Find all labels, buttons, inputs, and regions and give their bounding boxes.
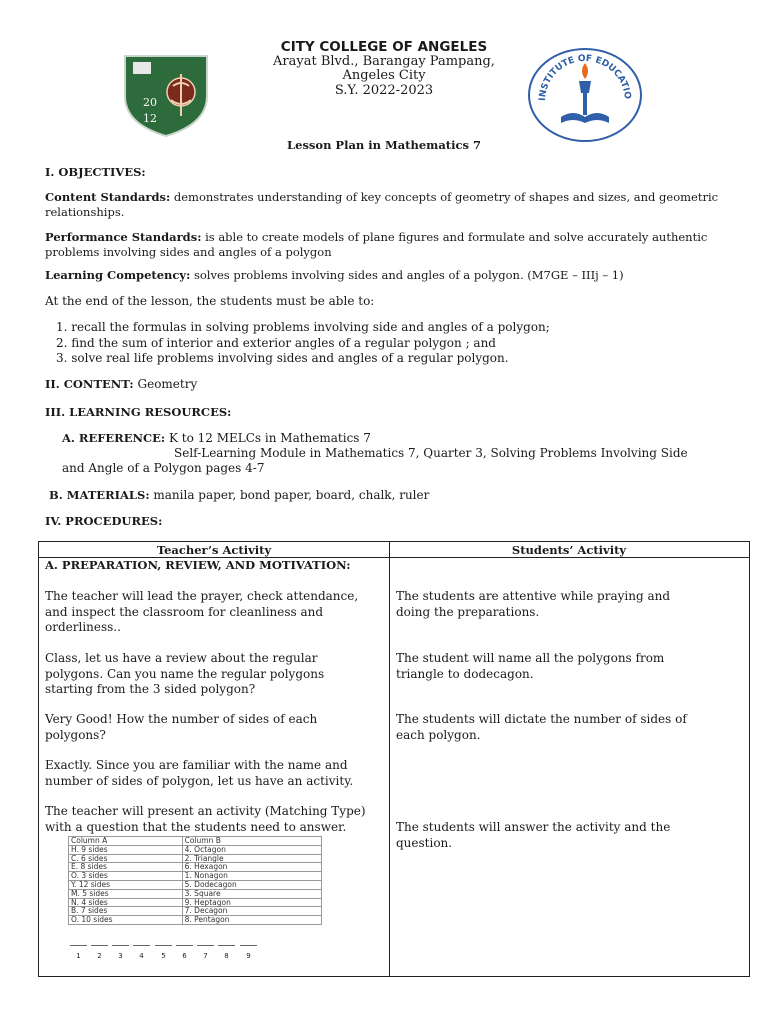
learning-competency-text: solves problems involving sides and angles of a polygon. (M7GE – IIIj – 1) — [190, 268, 624, 282]
answer-number: 6 — [182, 952, 187, 960]
learning-competency-label: Learning Competency: — [45, 268, 191, 282]
materials-value: manila paper, bond paper, board, chalk, ruler — [149, 488, 430, 502]
procedures-heading: IV. PROCEDURES: — [45, 514, 163, 528]
performance-standards — [45, 230, 745, 259]
matching-cell: 4. Octagon — [182, 845, 321, 854]
answer-number: 9 — [246, 952, 251, 960]
answer-slot — [240, 945, 257, 960]
answer-slot — [218, 945, 235, 960]
matching-header-b: Column B — [182, 837, 321, 846]
student-activity: The students will answer the activity and the question. — [396, 820, 671, 850]
matching-cell: 6. Hexagon — [182, 863, 321, 872]
logo-year-bottom: 12 — [143, 112, 157, 125]
answer-number: 3 — [118, 952, 123, 960]
institute-name-arc: INSTITUTE OF EDUCATIO — [537, 53, 633, 102]
matching-cell: 1. Nonagon — [182, 872, 321, 881]
answer-slot — [197, 945, 214, 960]
student-activity: The students are attentive while praying and doing the preparations. — [396, 589, 671, 619]
matching-cell: 2. Triangle — [182, 854, 321, 863]
materials — [49, 488, 429, 502]
matching-cell: C. 6 sides — [69, 854, 183, 863]
logo-year-top: 20 — [143, 96, 157, 109]
teacher-activity: Exactly. Since you are familiar with the name and number of sides of polygon, let us have an activity. — [45, 758, 354, 788]
matching-cell: O. 10 sides — [69, 916, 183, 925]
content-section — [45, 377, 197, 391]
reference-text-3: and Angle of a Polygon pages 4-7 — [62, 461, 265, 475]
content-value: Geometry — [133, 377, 198, 391]
college-name: CITY COLLEGE OF ANGELES — [280, 39, 488, 55]
content-standards-label: Content Standards: — [45, 190, 171, 204]
materials-label: B. MATERIALS: — [49, 488, 150, 502]
resources-heading: III. LEARNING RESOURCES: — [45, 405, 232, 419]
objective-item: 2. find the sum of interior and exterior angles of a regular polygon ; and — [56, 335, 496, 350]
content-standards-text-2: relationships. — [45, 204, 125, 219]
reference-text-1: K to 12 MELCs in Mathematics 7 — [165, 431, 371, 445]
content-label: II. CONTENT: — [45, 377, 134, 391]
matching-cell: O. 3 sides — [69, 872, 183, 881]
matching-cell: Y. 12 sides — [69, 880, 183, 889]
student-activity: The student will name all the polygons from triangle to dodecagon. — [396, 651, 665, 681]
lesson-plan-title: Lesson Plan in Mathematics 7 — [287, 138, 481, 152]
answer-slot — [176, 945, 193, 960]
answer-number: 1 — [76, 952, 81, 960]
student-activity: The students will dictate the number of sides of each polygon. — [396, 712, 687, 742]
matching-cell: 3. Square — [182, 889, 321, 898]
answer-slot — [155, 945, 172, 960]
objective-item: 3. solve real life problems involving sides and angles of a regular polygon. — [56, 351, 509, 365]
matching-header-a: Column A — [69, 837, 183, 846]
performance-standards-label: Performance Standards: — [45, 230, 202, 244]
answer-slot — [112, 945, 129, 960]
students-column-header: Students’ Activity — [511, 543, 627, 557]
matching-cell: N. 4 sides — [69, 898, 183, 907]
matching-cell: 5. Dodecagon — [182, 880, 321, 889]
matching-cell: B. 7 sides — [69, 907, 183, 916]
objectives-intro: At the end of the lesson, the students must be able to: — [45, 294, 375, 308]
objectives-list — [56, 320, 550, 367]
teacher-column-header: Teacher’s Activity — [156, 543, 272, 557]
performance-standards-text: is able to create models of plane figures and formulate and solve accurately authentic — [201, 230, 708, 244]
teacher-activity: The teacher will present an activity (Matching Type) with a question that the students need to answer. — [45, 804, 366, 834]
teacher-activity: Class, let us have a review about the regular polygons. Can you name the regular polygons starting from the 3 sided polygon? — [45, 651, 325, 696]
answer-slot — [133, 945, 150, 960]
performance-standards-text-2: problems involving sides and angles of a polygon — [45, 244, 332, 259]
objectives-heading: I. OBJECTIVES: — [45, 165, 146, 179]
matching-cell: 9. Heptagon — [182, 898, 321, 907]
content-standards — [45, 190, 745, 219]
reference-text-2: Self-Learning Module in Mathematics 7, Quarter 3, Solving Problems Involving Side — [174, 446, 688, 460]
reference-label: A. REFERENCE: — [62, 431, 166, 445]
table-divider — [389, 542, 390, 976]
matching-cell: E. 8 sides — [69, 863, 183, 872]
answer-number: 2 — [97, 952, 102, 960]
teacher-activity: Very Good! How the number of sides of each polygons? — [45, 712, 318, 742]
answer-slot — [91, 945, 108, 960]
answer-number: 4 — [139, 952, 144, 960]
matching-activity-table — [68, 836, 322, 925]
address-line-2: Angeles City — [342, 68, 426, 83]
answer-number: 7 — [203, 952, 208, 960]
matching-cell: M. 5 sides — [69, 889, 183, 898]
school-year: S.Y. 2022-2023 — [334, 83, 434, 98]
address-line-1: Arayat Blvd., Barangay Pampang, — [273, 54, 495, 69]
teacher-activity: The teacher will lead the prayer, check attendance, and inspect the classroom for cleanliness and orderliness.. — [45, 589, 359, 634]
objective-item: 1. recall the formulas in solving problems involving side and angles of a polygon; — [56, 320, 550, 334]
matching-cell: 8. Pentagon — [182, 916, 321, 925]
reference — [62, 430, 371, 446]
matching-cell: 7. Decagon — [182, 907, 321, 916]
answer-slot — [70, 945, 87, 960]
section-a-heading: A. PREPARATION, REVIEW, AND MOTIVATION: — [45, 558, 351, 572]
answer-number: 5 — [161, 952, 166, 960]
matching-cell: H. 9 sides — [69, 845, 183, 854]
content-standards-text: demonstrates understanding of key concepts of geometry of shapes and sizes, and geometric — [170, 190, 719, 204]
answer-number: 8 — [224, 952, 229, 960]
learning-competency — [45, 268, 745, 283]
